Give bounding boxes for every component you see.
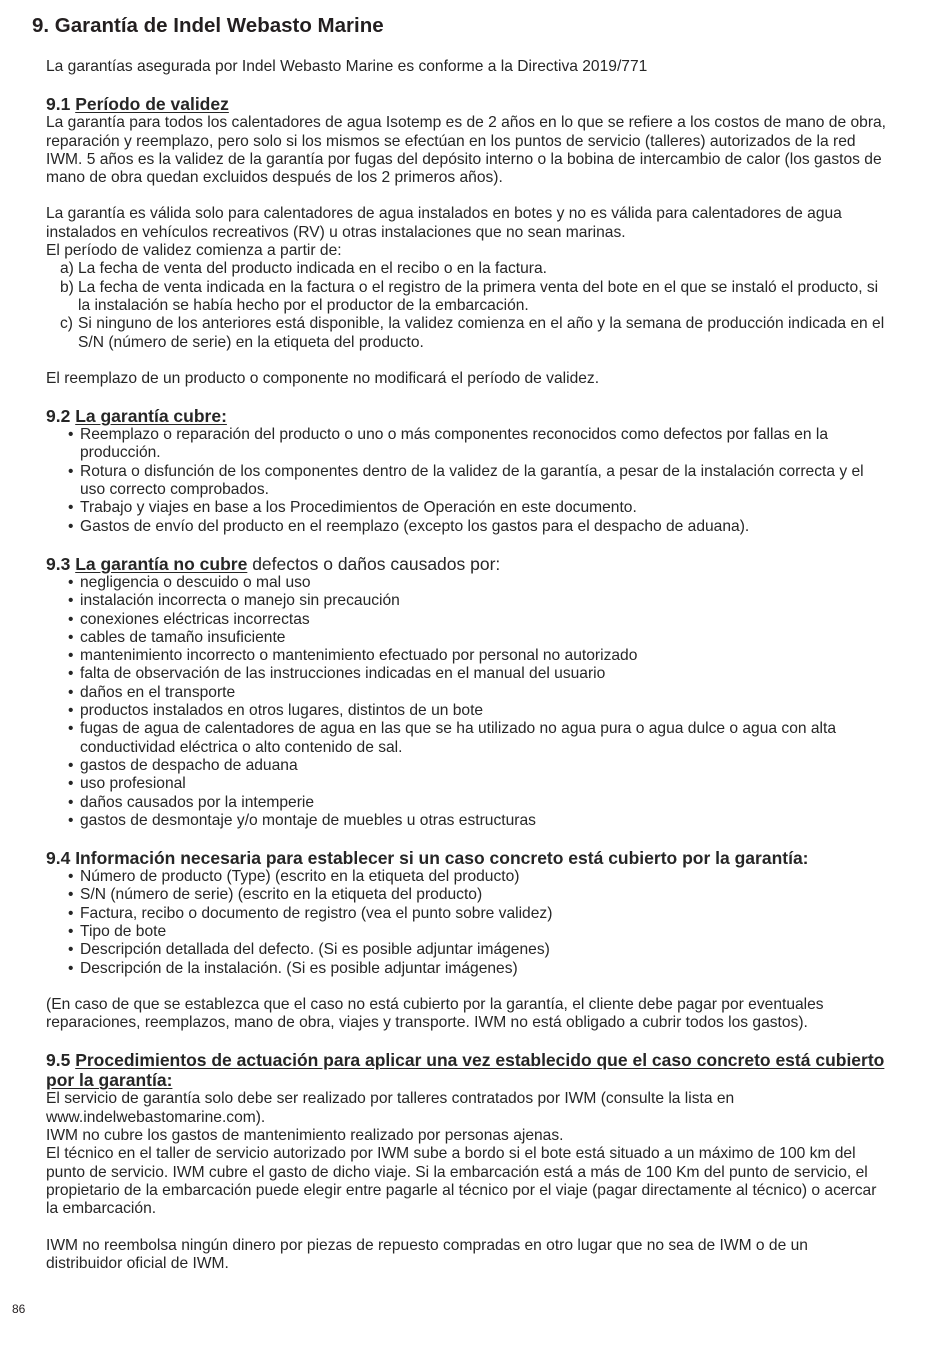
maintenance-paragraph: IWM no cubre los gastos de mantenimiento realizado por personas ajenas. — [46, 1127, 564, 1145]
list-item: • daños causados por la intemperie — [68, 794, 886, 812]
list-item: • Número de producto (Type) (escrito en la etiqueta del producto) — [68, 868, 886, 886]
reimbursement-paragraph: IWM no reembolsa ningún dinero por piezas de repuesto compradas en otro lugar que no sea de IWM o de un distribuidor oficial de IWM. — [46, 1236, 808, 1272]
list-item: • cables de tamaño insuficiente — [68, 629, 886, 647]
list-item: • falta de observación de las instrucciones indicadas en el manual del usuario — [68, 665, 886, 683]
list-item: • negligencia o descuido o mal uso — [68, 574, 886, 592]
list-item: • uso profesional — [68, 775, 886, 793]
start-list — [46, 260, 886, 351]
section-number: 9.5 — [46, 1050, 71, 1071]
scope-paragraph: La garantía es válida solo para calentadores de agua instalados en botes y no es válida para calentadores de agua instalados en vehículos recreativos (RV) u otras instalaciones que no sean marinas. — [46, 205, 842, 241]
section-9-1-heading — [46, 94, 886, 114]
page-number: 86 — [12, 1302, 26, 1316]
section-title: Procedimientos de actuación para aplicar una vez establecido que el caso concreto está cubierto por la garantía: — [46, 1050, 885, 1091]
section-9-5-heading — [46, 1050, 886, 1090]
page-title: 9. Garantía de Indel Webasto Marine — [32, 14, 384, 37]
warranty-content — [46, 58, 886, 1273]
section-9-4-heading: 9.4 Información necesaria para establecer si un caso concreto está cubierto por la garantía: — [46, 848, 809, 869]
list-item: • Factura, recibo o documento de registro (vea el punto sobre validez) — [68, 905, 886, 923]
list-item: b) La fecha de venta indicada en la factura o el registro de la primera venta del bote en el que se instaló el producto, si la instalación se había hecho por el productor de la embarcación. — [60, 278, 879, 314]
list-item: a) La fecha de venta del producto indicada en el recibo o en la factura. — [60, 260, 548, 278]
list-item: • Tipo de bote — [68, 923, 886, 941]
section-9-2-heading — [46, 406, 886, 426]
technician-paragraph: El técnico en el taller de servicio autorizado por IWM sube a bordo si el bote está situado a un máximo de 100 km del punto de servicio. IWM cubre el gasto de dicho viaje. Si la embarcación está a más de 100 Km del punto de servicio, el propietario de la embarcación puede elegir entre pagarle al técnico por el viaje (pagar directamente al técnico) o acercar la embarcación. — [46, 1145, 877, 1218]
not-covered-list — [46, 574, 886, 830]
start-paragraph: El período de validez comienza a partir de: — [46, 242, 342, 260]
section-number: 9.2 — [46, 406, 71, 427]
section-title: La garantía no cubre — [75, 553, 248, 574]
list-item: • productos instalados en otros lugares, distintos de un bote — [68, 702, 886, 720]
list-item: • mantenimiento incorrecto o mantenimiento efectuado por personal no autorizado — [68, 647, 886, 665]
section-title-rest: defectos o daños causados por: — [252, 553, 501, 574]
section-9-3-heading — [46, 554, 886, 574]
list-item: • gastos de despacho de aduana — [68, 757, 886, 775]
list-item: • fugas de agua de calentadores de agua en las que se ha utilizado no agua pura o agua dulce o agua con alta conductividad eléctrica o alto contenido de sal. — [68, 720, 886, 757]
section-number: 9.1 — [46, 94, 71, 115]
list-item: • Gastos de envío del producto en el reemplazo (excepto los gastos para el despacho de aduana). — [68, 518, 886, 536]
service-paragraph: El servicio de garantía solo debe ser realizado por talleres contratados por IWM (consulte la lista en www.indelwebastomarine.com). — [46, 1090, 735, 1126]
list-item: • Rotura o disfunción de los componentes dentro de la validez de la garantía, a pesar de la instalación correcta y el uso correcto comprobados. — [68, 463, 886, 500]
list-item: • S/N (número de serie) (escrito en la etiqueta del producto) — [68, 886, 886, 904]
section-title: Período de validez — [75, 94, 229, 115]
intro-paragraph: La garantías asegurada por Indel Webasto Marine es conforme a la Directiva 2019/771 — [46, 58, 648, 75]
section-title: La garantía cubre: — [75, 406, 227, 427]
validity-paragraph: La garantía para todos los calentadores de agua Isotemp es de 2 años en lo que se refiere a los costos de mano de obra, reparación y reemplazo, pero solo si los mismos se efectúan en los puntos de servicio (talleres) autorizados de la red IWM. 5 años es la validez de la garantía por fugas del depósito interno o la bobina de intercambio de calor (los gastos de mano de obra quedan excluidos después de los 2 primeros años). — [46, 114, 887, 187]
list-item: • conexiones eléctricas incorrectas — [68, 611, 886, 629]
replacement-paragraph: El reemplazo de un producto o componente no modificará el período de validez. — [46, 369, 600, 387]
not-covered-note: (En caso de que se establezca que el caso no está cubierto por la garantía, el cliente debe pagar por eventuales reparaciones, reemplazos, mano de obra, viajes y transporte. IWM no está obligado a cubrir todos los gastos). — [46, 995, 824, 1032]
list-item: • daños en el transporte — [68, 684, 886, 702]
required-info-list — [46, 868, 886, 978]
list-item: • Trabajo y viajes en base a los Procedimientos de Operación en este documento. — [68, 499, 886, 517]
list-item: c) Si ninguno de los anteriores está disponible, la validez comienza en el año y la semana de producción indicada en el S/N (número de serie) en la etiqueta del producto. — [60, 315, 885, 351]
section-number: 9.3 — [46, 553, 71, 574]
list-item: • instalación incorrecta o manejo sin precaución — [68, 592, 886, 610]
list-item: • Descripción de la instalación. (Si es posible adjuntar imágenes) — [68, 960, 886, 978]
list-item: • gastos de desmontaje y/o montaje de muebles u otras estructuras — [68, 812, 886, 830]
covered-list — [46, 426, 886, 536]
list-item: • Reemplazo o reparación del producto o uno o más componentes reconocidos como defectos por fallas en la producción. — [68, 426, 886, 463]
list-item: • Descripción detallada del defecto. (Si es posible adjuntar imágenes) — [68, 941, 886, 959]
